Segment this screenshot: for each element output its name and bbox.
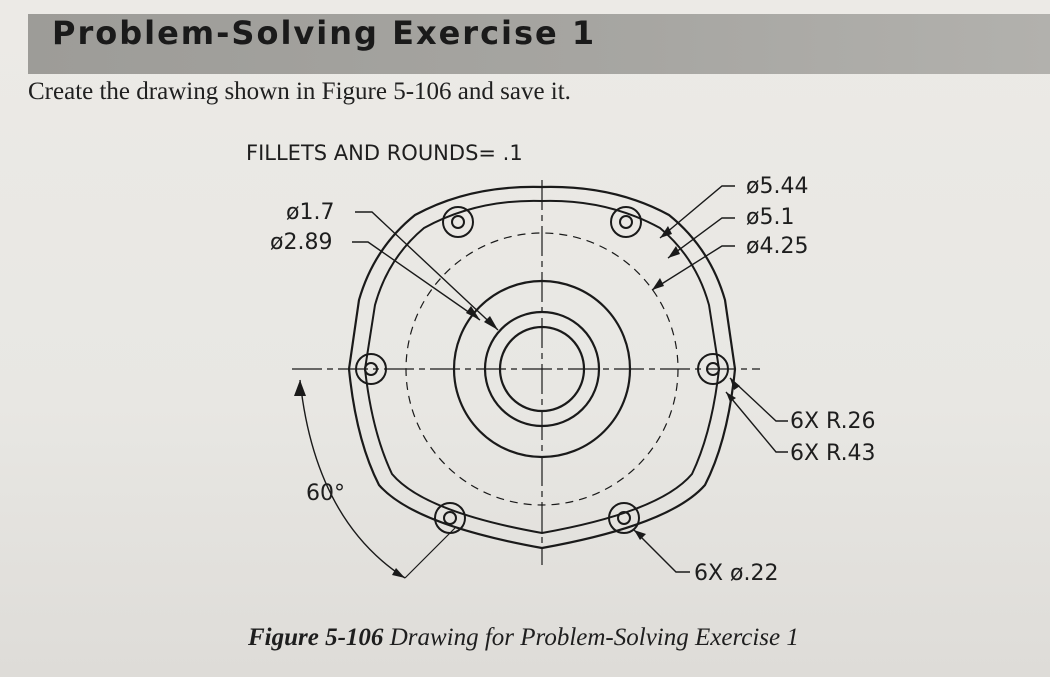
dim-diameter-17: ø1.7 <box>286 200 335 225</box>
angle-extension <box>405 528 455 578</box>
instruction-text: Create the drawing shown in Figure 5-106 and save it. <box>28 78 571 105</box>
fillets-note: FILLETS AND ROUNDS= .1 <box>246 141 523 165</box>
dim-diameter-544: ø5.44 <box>746 174 809 199</box>
dim-hole-22: 6X ø.22 <box>694 561 779 586</box>
dim-diameter-289: ø2.89 <box>270 230 333 255</box>
angle-arc <box>300 380 405 578</box>
figure-caption-text: Drawing for Problem-Solving Exercise 1 <box>389 624 799 651</box>
leader-lines <box>352 186 788 572</box>
dim-diameter-51: ø5.1 <box>746 205 795 230</box>
dim-radius-26: 6X R.26 <box>790 409 876 434</box>
figure-caption <box>248 624 799 652</box>
dim-diameter-425: ø4.25 <box>746 234 809 259</box>
dim-angle-60: 60° <box>306 481 345 506</box>
exercise-title: Problem-Solving Exercise 1 <box>52 14 597 52</box>
figure-number: Figure 5-106 <box>248 624 384 651</box>
dim-radius-43: 6X R.43 <box>790 441 876 466</box>
